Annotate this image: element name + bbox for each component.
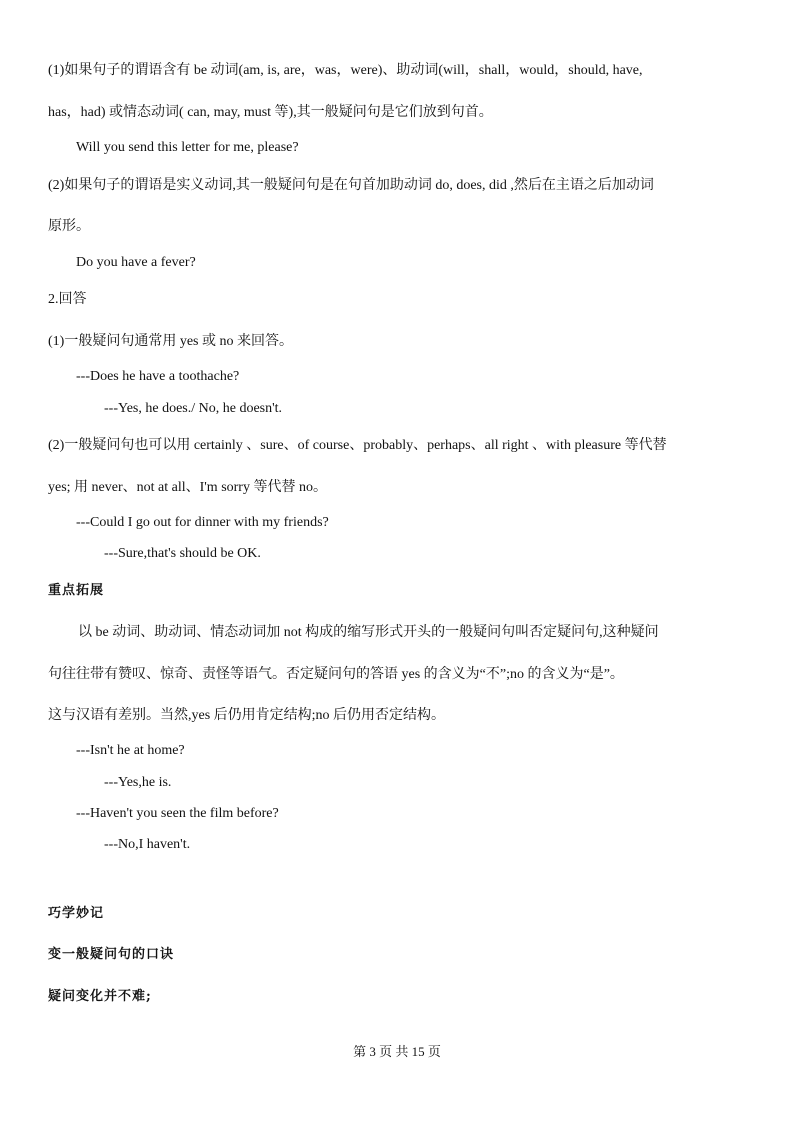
answer-rule-2-line-2: yes; 用 never、not at all、I'm sorry 等代替 no。 bbox=[48, 480, 327, 495]
paragraph-rule-2-line-1: (2)如果句子的谓语是实义动词,其一般疑问句是在句首加助动词 do, does, did ,然后在主语之后加动词 bbox=[48, 178, 654, 193]
section-heading-memory-tips: 巧学妙记 bbox=[48, 906, 105, 921]
dialogue-question: ---Does he have a toothache? bbox=[76, 369, 240, 384]
dialogue-answer: ---Yes, he does./ No, he doesn't. bbox=[104, 401, 283, 416]
answer-rule-1: (1)一般疑问句通常用 yes 或 no 来回答。 bbox=[48, 334, 293, 349]
page-footer: 第 3 页 共 15 页 bbox=[353, 1044, 441, 1059]
paragraph-rule-1-line-2: has，had) 或情态动词( can, may, must 等),其一般疑问句是它们放到句首。 bbox=[48, 105, 493, 120]
section-heading-extension: 重点拓展 bbox=[48, 583, 105, 598]
paragraph-rule-1-line-1: (1)如果句子的谓语含有 be 动词(am, is, are，was，were)、助动词(will，shall，would，should, have, bbox=[48, 63, 643, 78]
subheading-mnemonic: 变一般疑问句的口诀 bbox=[48, 947, 175, 962]
mnemonic-line: 疑问变化并不难; bbox=[48, 989, 152, 1004]
dialogue-answer: ---Sure,that's should be OK. bbox=[104, 546, 261, 561]
extension-paragraph-line-1: 以 be 动词、助动词、情态动词加 not 构成的缩写形式开头的一般疑问句叫否定疑问句,这种疑问 bbox=[78, 625, 659, 640]
example-sentence: Will you send this letter for me, please? bbox=[76, 140, 299, 155]
example-sentence: Do you have a fever? bbox=[76, 255, 196, 270]
dialogue-answer: ---No,I haven't. bbox=[104, 837, 191, 852]
section-heading-answer: 2.回答 bbox=[48, 292, 87, 307]
extension-paragraph-line-3: 这与汉语有差别。当然,yes 后仍用肯定结构;no 后仍用否定结构。 bbox=[48, 708, 446, 723]
answer-rule-2-line-1: (2)一般疑问句也可以用 certainly 、sure、of course、probably、perhaps、all right 、with pleasure 等代替 bbox=[48, 438, 667, 453]
dialogue-question: ---Could I go out for dinner with my friends? bbox=[76, 515, 329, 530]
dialogue-answer: ---Yes,he is. bbox=[104, 775, 172, 790]
extension-paragraph-line-2: 句往往带有赞叹、惊奇、责怪等语气。否定疑问句的答语 yes 的含义为“不”;no 的含义为“是”。 bbox=[48, 667, 624, 682]
dialogue-question: ---Haven't you seen the film before? bbox=[76, 806, 279, 821]
paragraph-rule-2-line-2: 原形。 bbox=[48, 219, 90, 234]
dialogue-question: ---Isn't he at home? bbox=[76, 743, 185, 758]
